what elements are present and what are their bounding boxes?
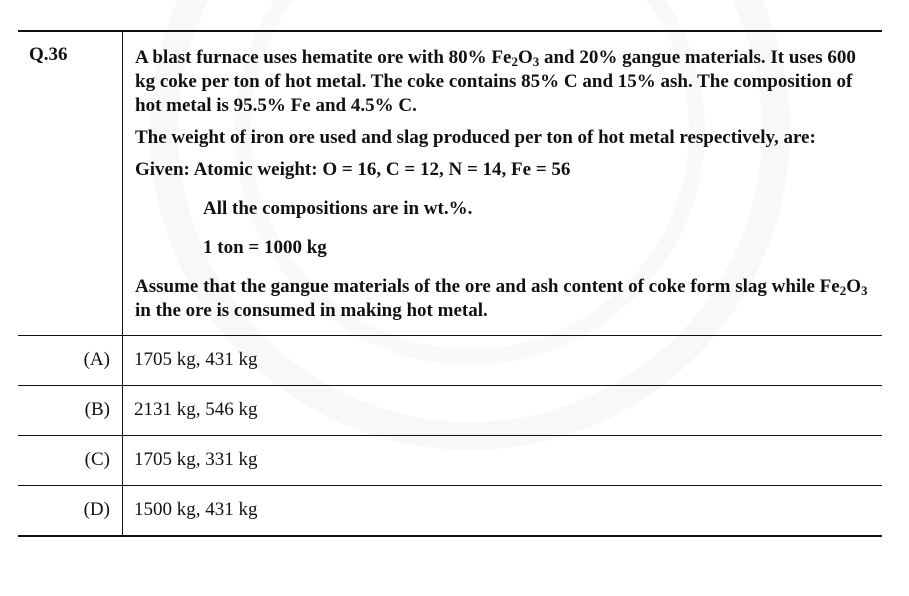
note-compositions: All the compositions are in wt.%.	[203, 198, 473, 219]
option-text-cell	[123, 436, 883, 486]
stem-text: and 20% gangue materials. It uses 600 kg coke per ton of hot metal. The coke contains 85% C and 15% ash. The composition of hot metal is 95.5% Fe and 4.5% C.	[135, 47, 856, 116]
option-text: 1500 kg, 431 kg	[134, 499, 258, 520]
option-label: (D)	[83, 499, 110, 520]
option-label: (B)	[84, 399, 110, 420]
given-line: Given: Atomic weight: O = 16, C = 12, N = 14, Fe = 56	[135, 159, 571, 180]
option-label-cell	[18, 486, 123, 537]
option-row-d[interactable]	[18, 486, 882, 537]
option-text-cell	[123, 336, 883, 386]
option-label-cell	[18, 336, 123, 386]
stem-text: A blast furnace uses hematite ore with 80% Fe	[135, 47, 512, 68]
option-label-cell	[18, 436, 123, 486]
question-stem	[123, 32, 882, 335]
option-row-c[interactable]	[18, 436, 882, 486]
question-table	[18, 30, 882, 537]
question-number: Q.36	[29, 44, 68, 65]
stem-text: Assume that the gangue materials of the ore and ash content of coke form slag while Fe	[135, 276, 840, 297]
stem-text: O	[517, 47, 533, 68]
option-text-cell	[123, 386, 883, 436]
note-ton: 1 ton = 1000 kg	[203, 237, 327, 258]
question-stem-cell	[123, 31, 883, 336]
assumption-paragraph	[135, 275, 872, 323]
option-label: (A)	[83, 349, 110, 370]
stem-paragraph-1	[135, 46, 872, 118]
stem-text: O	[846, 276, 861, 297]
subscript: 2	[839, 283, 847, 298]
stem-text: in the ore is consumed in making hot metal.	[135, 300, 488, 321]
option-row-a[interactable]	[18, 336, 882, 386]
option-text: 1705 kg, 431 kg	[134, 349, 258, 370]
option-label-cell	[18, 386, 123, 436]
option-text-cell	[123, 486, 883, 537]
option-row-b[interactable]	[18, 386, 882, 436]
question-row	[18, 31, 882, 336]
subscript: 3	[532, 54, 540, 69]
option-label: (C)	[84, 449, 110, 470]
option-text: 1705 kg, 331 kg	[134, 449, 258, 470]
option-text: 2131 kg, 546 kg	[134, 399, 258, 420]
subscript: 3	[860, 283, 868, 298]
stem-paragraph-2: The weight of iron ore used and slag produced per ton of hot metal respectively, are:	[135, 127, 816, 148]
subscript: 2	[511, 54, 518, 69]
question-number-cell	[18, 31, 123, 336]
